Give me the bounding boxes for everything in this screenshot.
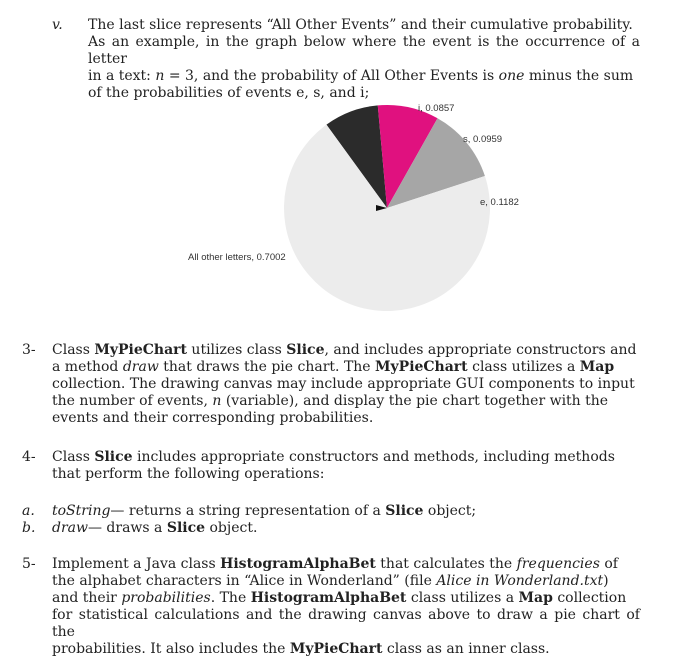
text-run: — draws a <box>87 520 167 536</box>
text-run: — returns a string representation of a <box>110 503 386 519</box>
text-run: probabilities. It also includes the <box>52 641 290 657</box>
item-5-line-3 <box>52 590 640 607</box>
item-3-paragraph <box>52 342 640 427</box>
class-name-mypiechart: MyPieChart <box>289 641 383 657</box>
class-name-slice: Slice <box>94 449 133 465</box>
pie-label-i: i, 0.0857 <box>418 103 455 114</box>
item-v-line-2: As an example, in the graph below where the event is the occurrence of a letter <box>88 34 640 67</box>
text-run: object; <box>423 503 477 519</box>
class-name-map: Map <box>518 590 553 606</box>
emphasis-probabilities: probabilities <box>121 590 211 606</box>
text-run: class utilizes a <box>467 359 580 375</box>
text-run: Implement a Java class <box>52 556 221 572</box>
item-v-paragraph <box>88 17 640 102</box>
item-a-marker: a. <box>22 503 35 519</box>
text-run: ) <box>603 573 609 589</box>
item-v-line-1: The last slice represents “All Other Events” and their cumulative probability. <box>88 17 633 33</box>
text-run: , and includes appropriate constructors and <box>324 342 637 358</box>
item-5-line-4: for statistical calculations and the drawing canvas above to draw a pie chart of the <box>52 607 640 640</box>
item-a-paragraph <box>52 503 640 520</box>
variable-n: n <box>212 393 222 409</box>
item-v-marker: v. <box>52 17 63 33</box>
pie-label-e: e, 0.1182 <box>480 197 519 208</box>
text-run: a method <box>52 359 123 375</box>
item-4-line-2: that perform the following operations: <box>52 466 325 482</box>
text-run: . The <box>210 590 251 606</box>
method-tostring: toString <box>52 503 111 519</box>
text-run: that draws the pie chart. The <box>158 359 376 375</box>
text-run: utilizes class <box>186 342 287 358</box>
class-name-mypiechart: MyPieChart <box>94 342 187 358</box>
item-5-marker: 5- <box>22 556 36 572</box>
class-name-histogramalphabet: HistogramAlphaBet <box>220 556 376 572</box>
item-5-line-5 <box>52 641 640 658</box>
text-run: that calculates the <box>375 556 517 572</box>
text-run: class as an inner class. <box>382 641 550 657</box>
item-3-line-4 <box>52 393 640 410</box>
text-run: (variable), and display the pie chart together with the <box>221 393 609 409</box>
class-name-slice: Slice <box>166 520 206 536</box>
text-run: minus the sum <box>524 68 634 84</box>
method-draw: draw <box>52 520 88 536</box>
variable-n: n <box>155 68 165 84</box>
item-3-line-5: events and their corresponding probabilities. <box>52 410 374 426</box>
class-name-slice: Slice <box>385 503 424 519</box>
item-b-marker: b. <box>22 520 36 536</box>
item-5-line-1 <box>52 556 640 573</box>
pie-slices <box>284 105 490 311</box>
item-5-line-2 <box>52 573 640 590</box>
class-name-histogramalphabet: HistogramAlphaBet <box>250 590 407 606</box>
text-run: and their <box>52 590 122 606</box>
emphasis-one: one <box>498 68 525 84</box>
text-run: class utilizes a <box>406 590 519 606</box>
text-run: object. <box>205 520 258 536</box>
item-4-paragraph <box>52 449 640 483</box>
text-run: Class <box>52 342 95 358</box>
text-run: includes appropriate constructors and methods, including methods <box>132 449 615 465</box>
text-run: the number of events, <box>52 393 213 409</box>
item-3-marker: 3- <box>22 342 36 358</box>
class-name-mypiechart: MyPieChart <box>375 359 468 375</box>
class-name-slice: Slice <box>286 342 325 358</box>
file-name: Alice in Wonderland.txt <box>436 573 604 589</box>
item-3-line-3: collection. The drawing canvas may include appropriate GUI components to input <box>52 376 635 392</box>
text-run: the alphabet characters in “Alice in Wonderland” (file <box>52 573 437 589</box>
item-3-line-2 <box>52 359 640 376</box>
item-b-paragraph <box>52 520 640 537</box>
item-v-line-4: of the probabilities of events e, s, and i; <box>88 85 370 101</box>
item-v-line-3 <box>88 68 640 85</box>
text-run: collection <box>552 590 627 606</box>
text-run: of <box>599 556 618 572</box>
pie-chart <box>180 95 560 325</box>
item-3-line-1 <box>52 342 640 359</box>
emphasis-frequencies: frequencies <box>516 556 600 572</box>
pie-label-s: s, 0.0959 <box>463 134 503 145</box>
class-name-map: Map <box>579 359 615 375</box>
item-4-marker: 4- <box>22 449 36 465</box>
text-run: = 3, and the probability of All Other Events is <box>164 68 499 84</box>
item-5-paragraph <box>52 556 640 658</box>
pie-label-all-other-letters: All other letters, 0.7002 <box>188 252 286 263</box>
text-run: Class <box>52 449 95 465</box>
item-4-line-1 <box>52 449 640 466</box>
text-run: in a text: <box>88 68 156 84</box>
method-draw: draw <box>122 359 159 375</box>
